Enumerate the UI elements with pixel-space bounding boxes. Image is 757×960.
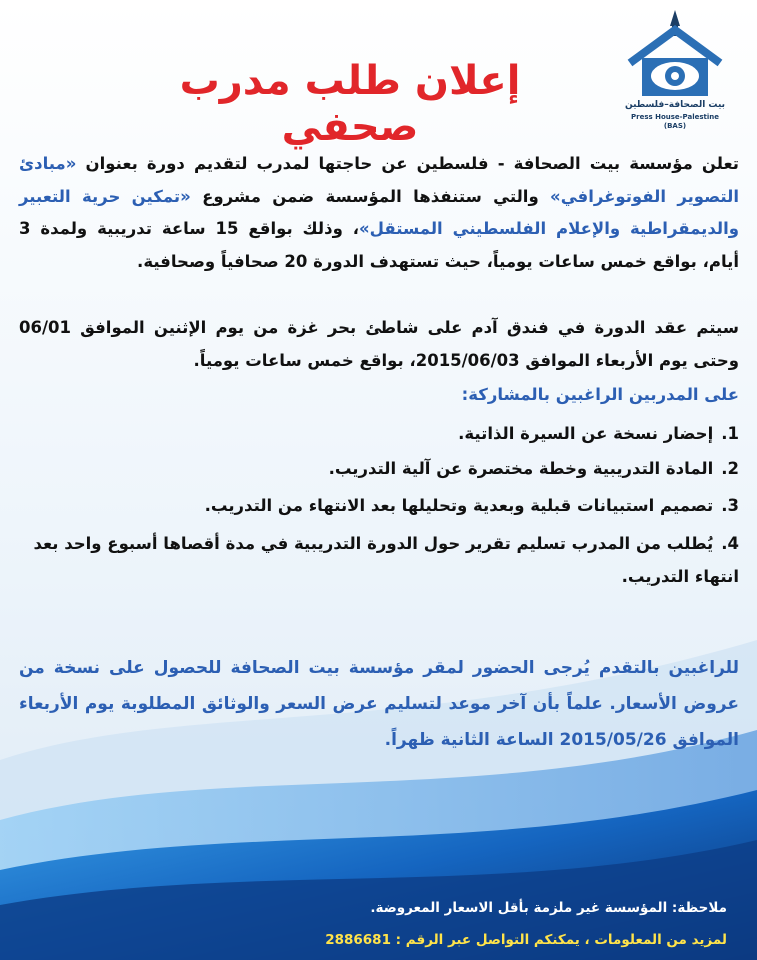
footer-note: ملاحظة: المؤسسة غير ملزمة بأقل الاسعار المعروضة. bbox=[370, 900, 727, 916]
intro-paragraph bbox=[19, 148, 739, 278]
requirement-number: 1. bbox=[721, 424, 739, 443]
project-name: «تمكين حرية التعبير والديمقراطية والإعلام الفلسطيني المستقل» bbox=[19, 186, 739, 238]
requirement-number: 2. bbox=[721, 459, 739, 478]
application-paragraph: للراغبين بالتقدم يُرجى الحضور لمقر مؤسسة بيت الصحافة للحصول على نسخة من عروض الأسعار. علماً بأن آخر موعد لتسليم عرض السعر والوثائق المطلوبة يوم الأربعاء الموافق 2015/05/26 الساعة الثانية ظهراً. bbox=[19, 658, 739, 750]
requirement-item bbox=[19, 453, 739, 486]
requirement-item bbox=[19, 528, 739, 593]
requirement-text: المادة التدريبية وخطة مختصرة عن آلية التدريب. bbox=[328, 459, 714, 478]
requirement-number: 3. bbox=[721, 496, 739, 515]
requirement-item bbox=[19, 490, 739, 523]
logo-name-en: Press House-Palestine bbox=[630, 113, 720, 121]
footer-contact: لمزيد من المعلومات ، يمكنكم التواصل عبر الرقم : 2886681 bbox=[325, 932, 727, 948]
requirement-text: يُطلب من المدرب تسليم تقرير حول الدورة التدريبية في مدة أقصاها أسبوع واحد بعد انتهاء التدريب. bbox=[33, 534, 739, 586]
requirement-number: 4. bbox=[721, 534, 739, 553]
requirements-heading: على المدربين الراغبين بالمشاركة: bbox=[461, 385, 739, 404]
house-pen-icon bbox=[620, 8, 730, 100]
page-title: إعلان طلب مدرب صحفي bbox=[179, 58, 521, 150]
schedule-paragraph: سيتم عقد الدورة في فندق آدم على شاطئ بحر غزة من يوم الإثنين الموافق 06/01 وحتى يوم الأربعاء الموافق 2015/06/03، بواقع خمس ساعات يومياً. bbox=[19, 318, 739, 370]
press-house-logo bbox=[620, 8, 755, 138]
requirement-item bbox=[19, 418, 739, 451]
logo-abbr: (BAS) bbox=[663, 122, 687, 130]
logo-name-ar: بيت الصحافة–فلسطين bbox=[624, 100, 726, 110]
intro-text-1: تعلن مؤسسة بيت الصحافة - فلسطين عن حاجتها لمدرب لتقديم دورة بعنوان bbox=[76, 154, 739, 173]
requirement-text: إحضار نسخة عن السيرة الذاتية. bbox=[458, 424, 714, 443]
intro-text-3: ، وذلك بواقع 15 ساعة تدريبية ولمدة 3 أيام، بواقع خمس ساعات يومياً، حيث تستهدف الدورة 20 صحافياً وصحافية. bbox=[19, 219, 739, 271]
intro-text-2: والتي ستنفذها المؤسسة ضمن مشروع bbox=[190, 186, 551, 206]
course-name: «مبادئ التصوير الفوتوغرافي» bbox=[19, 154, 739, 206]
requirement-text: تصميم استبيانات قبلية وبعدية وتحليلها بعد الانتهاء من التدريب. bbox=[204, 496, 714, 515]
